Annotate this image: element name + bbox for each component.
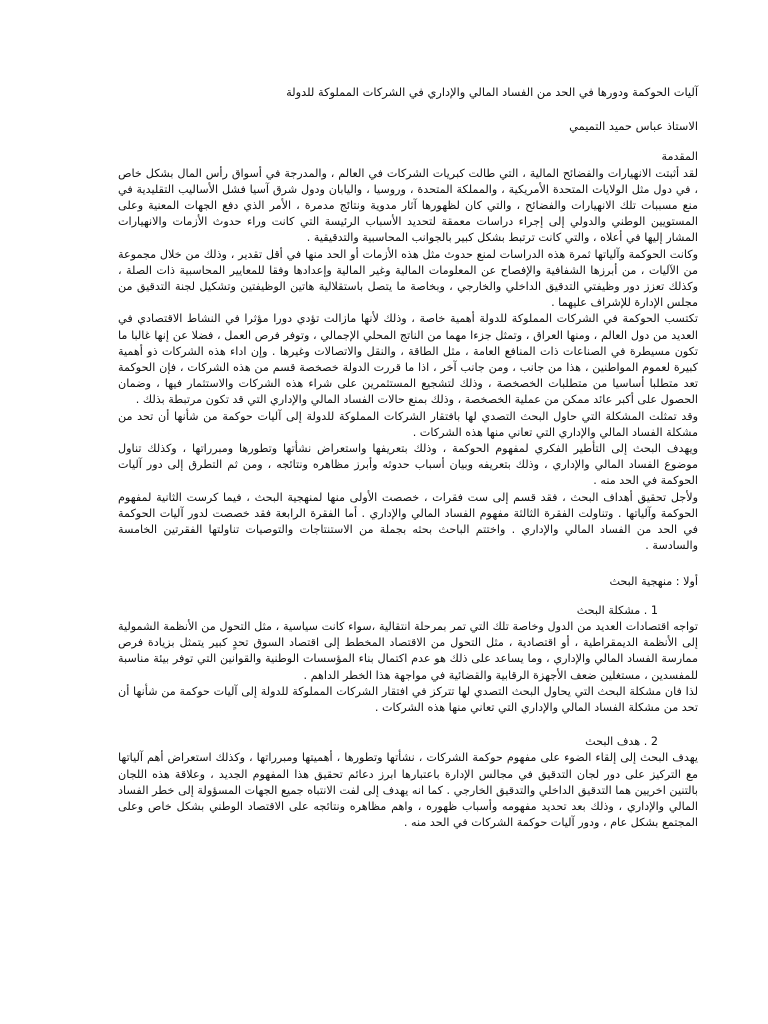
body-paragraph: يهدف البحث إلى إلقاء الضوء على مفهوم حوكمة الشركات ، نشأتها وتطورها ، أهميتها ومبرراتها ، وكذلك استعراض أهم آلياتها مع التركيز على دور لجان التدقيق في مجالس الإدارة باعتبارها ابرز دعائم تحقيق هذا المفهوم الجديد ، وعلاقة هذه اللجان بالتنين اخريين هما التدقيق الداخلي والتدقيق الخارجي . كما انه يهدف إلى لفت الانتباه جميع الجهات المسؤولة إلى خطر الفساد المالي والإداري ، وذلك بعد تحديد مفهومه وأسباب ظهوره ، واهم مظاهره ونتائجه على الاقتصاد الوطني بشكل خاص وعلى المجتمع بشكل عام ، ودور آليات حوكمة الشركات في الحد منه . xyxy=(118,751,698,830)
section-heading: أولا : منهجية البحث xyxy=(609,575,698,589)
body-paragraph: لذا فان مشكلة البحث التي يحاول البحث التصدي لها تتركز في افتقار الشركات المملوكة للدولة إلى آليات حوكمة من شأنها أن تحد من مشكلة الفساد المالي والإداري التي تعاني منها هذه الشركات . xyxy=(118,684,698,714)
document-title: آليات الحوكمة ودورها في الحد من الفساد المالي والإداري في الشركات المملوكة للدولة xyxy=(286,85,698,99)
author-name: الاستاذ عباس حميد التميمي xyxy=(569,119,698,134)
intro-paragraph: ولأجل تحقيق أهداف البحث ، فقد قسم إلى ست فقرات ، خصصت الأولى منها لمنهجية البحث ، فيما كرست الثانية لمفهوم الحوكمة وآلياتها . وتناولت الفقرة الثالثة مفهوم الفساد المالي والإداري . أما الفقرة الرابعة فقد خصصت لدور آليات الحوكمة في الحد من الفساد المالي والإداري . واختتم الباحث بحثه بجملة من الاستنتاجات والتوصيات تناولتها الفقرتين الخامسة والسادسة . xyxy=(118,490,698,553)
intro-paragraph: تكتسب الحوكمة في الشركات المملوكة للدولة أهمية خاصة ، وذلك لأنها مازالت تؤدي دورا مؤثرا في النشاط الاقتصادي في العديد من دول العالم ، ومنها العراق ، وتمثل جزءا مهما من الناتج المحلي الإجمالي ، وتوفر فرص العمل ، فضلا عن إنها غالبا ما تكون مسيطرة في الصناعات ذات المنافع العامة ، مثل الطاقة ، والنقل والاتصالات وغيرها . وإن اداء هذه الشركات ذو أهمية كبيرة لعموم المواطنين ، هذا من جانب ، ومن جانب آخر ، اذا ما قررت الدولة خصخصة قسم من هذه الشركات ، فإن الحوكمة تعد متطلبا أساسيا من متطلبات الخصخصة ، وذلك لتشجيع المستثمرين على شراء هذه الشركات والاستثمار فيها ، وضمان الحصول على أكبر عائد ممكن من عملية الخصخصة ، وذلك بمنع حالات الفساد المالي والإداري التي قد تكون مرتبطة بذلك . xyxy=(118,312,698,407)
subsection-heading: 1 . مشكلة البحث xyxy=(576,603,658,617)
intro-paragraph: لقد أثبتت الانهيارات والفضائح المالية ، التي طالت كبريات الشركات في العالم ، والمدرجة في أسواق رأس المال بشكل خاص ، في دول مثل الولايات المتحدة الأمريكية ، والمملكة المتحدة ، وروسيا ، واليابان ودول شرق آسيا فشل الأساليب التقليدية في منع مسببات تلك الانهيارات والفضائح ، والتي كان لظهورها آثار مدوية ونتائج مدمرة ، الأمر الذي دفع الجهات المعنية وعلى المستويين الوطني والدولي إلى إجراء دراسات معمقة لتحديد الأسباب الرئيسة التي كانت وراء حدوث الأزمات والانهيارات المشار إليها في أعلاه ، والتي كانت ترتبط بشكل كبير بالجوانب المحاسبية والتدقيقية . xyxy=(118,166,698,245)
intro-paragraph: وكانت الحوكمة وآلياتها ثمرة هذه الدراسات لمنع حدوث مثل هذه الأزمات أو الحد منها في أقل تقدير ، وذلك من خلال مجموعة من الآليات ، من أبرزها الشفافية والإفصاح عن المعلومات المالية وغير المالية وإعدادها وفقا للمعايير المحاسبية ذات الصلة ، وكذلك تعزز دور وظيفتي التدقيق الداخلي والخارجي ، وبخاصة ما يتصل باستقلالية هاتين الوظيفتين وتشكيل لجنة التدقيق من مجلس الإدارة للإشراف عليهما . xyxy=(118,247,698,310)
intro-paragraph: ويهدف البحث إلى التأطير الفكري لمفهوم الحوكمة ، وذلك بتعريفها واستعراض نشأتها وتطورها ومبرراتها ، وكذلك تناول موضوع الفساد المالي والإداري ، وذلك بتعريفه وبيان أسباب حدوثه وأبرز مظاهره ونتائجه ، ومن ثم التطرق إلى دور آليات الحوكمة في الحد منه . xyxy=(118,442,698,488)
document-page xyxy=(118,84,698,831)
body-paragraph: تواجه اقتصادات العديد من الدول وخاصة تلك التي تمر بمرحلة انتقالية ،سواء كانت سياسية ، مثل التحول من الأنظمة الشمولية إلى الأنظمة الديمقراطية ، أو اقتصادية ، مثل التحول من الاقتصاد المخطط إلى اقتصاد السوق تحدٍ كبير يتمثل بزيادة فرص ممارسة الفساد المالي والإداري ، وما يساعد على ذلك هو عدم اكتمال بناء المؤسسات الوطنية والقوانين التي توفر بيئة مناسبة للمفسدين ، مستغلين ضعف الأجهزة الرقابية والقضائية في مواجهة هذا الخطر الداهم . xyxy=(118,619,698,682)
subsection-heading: 2 . هدف البحث xyxy=(585,735,658,749)
intro-paragraph: وقد تمثلت المشكلة التي حاول البحث التصدي لها بافتقار الشركات المملوكة للدولة إلى آليات حوكمة من شأنها أن تحد من مشكلة الفساد المالي والإداري التي تعاني منها هذه الشركات . xyxy=(118,409,698,439)
intro-heading: المقدمة xyxy=(661,150,698,164)
